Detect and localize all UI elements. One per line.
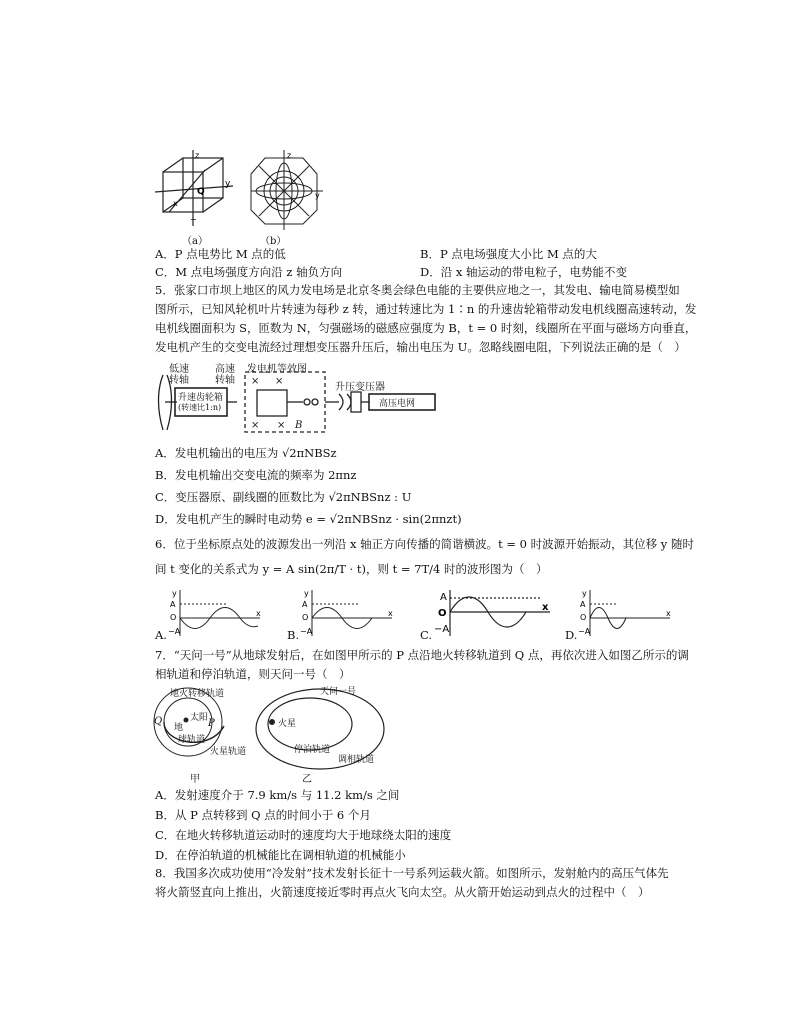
figure-a — [155, 150, 235, 230]
field-mark: × — [251, 376, 260, 387]
svg-text:y: y — [315, 191, 320, 200]
svg-text:O: O — [302, 613, 309, 622]
svg-text:Q: Q — [197, 187, 205, 197]
svg-text:y: y — [582, 589, 587, 598]
label-parking-orbit: 停泊轨道 — [294, 745, 331, 755]
svg-text:−A: −A — [578, 627, 591, 636]
q7-option-d: D．在停泊轨道的机械能比在调相轨道的机械能小 — [155, 848, 406, 862]
label-gearbox: 升速齿轮箱 — [178, 393, 224, 403]
field-mark: × — [251, 420, 260, 431]
q5-stem-line-2: 图所示，已知风轮机叶片转速为每秒 z 转，通过转速比为 1∶n 的升速齿轮箱带动发电机线圈高速转动，发 — [155, 302, 697, 316]
q6-option-d-label: D. — [565, 628, 578, 642]
q5-stem-line-1: 5．张家口市坝上地区的风力发电场是北京冬奥会绿色电能的主要供应地之一，其发电、输电简易模型如 — [155, 283, 680, 297]
figure-b — [245, 150, 325, 230]
label-shaft-1: 转轴 — [169, 375, 189, 386]
label-b-field: B — [295, 420, 303, 431]
label-transfer-orbit: 地火转移轨道 — [170, 689, 225, 699]
svg-text:−A: −A — [168, 627, 181, 636]
svg-text:O: O — [580, 613, 587, 622]
svg-text:−A: −A — [300, 627, 313, 636]
svg-text:A: A — [302, 600, 308, 609]
svg-text:A: A — [440, 592, 447, 603]
label-earth: 地 — [174, 723, 184, 733]
svg-text:x: x — [173, 199, 178, 208]
label-probe: 天问一号 — [320, 687, 357, 697]
svg-text:x: x — [542, 602, 549, 613]
svg-text:−: − — [190, 215, 197, 224]
q4-option-c: C．M 点电场强度方向沿 z 轴负方向 — [155, 265, 343, 279]
q4-option-a: A．P 点电势比 M 点的低 — [155, 247, 286, 261]
q5-option-b: B．发电机输出交变电流的频率为 2πnz — [155, 468, 357, 482]
q5-option-d: D．发电机产生的瞬时电动势 e = √2πNBSnz · sin(2πnzt) — [155, 512, 462, 526]
generator-diagram — [155, 360, 445, 440]
field-mark: × — [275, 376, 284, 387]
svg-text:y: y — [225, 179, 231, 189]
q4-option-d: D．沿 x 轴运动的带电粒子，电势能不变 — [420, 265, 628, 279]
label-mars: 火星 — [278, 719, 297, 729]
q6-option-c-label: C. — [420, 628, 433, 642]
label-phasing-orbit: 调相轨道 — [338, 755, 375, 765]
q5-option-a: A．发电机输出的电压为 √2πNBSz — [155, 446, 337, 460]
q7-stem-line-2: 相轨道和停泊轨道，则天问一号（ ） — [155, 667, 351, 681]
svg-text:O: O — [438, 608, 447, 619]
label-grid: 高压电网 — [379, 399, 416, 409]
label-low-speed: 低速 — [169, 364, 189, 375]
q8-stem-line-2: 将火箭竖直向上推出，火箭速度接近零时再点火飞向太空。从火箭开始运动到点火的过程中（ ） — [155, 885, 650, 899]
svg-text:x: x — [388, 609, 393, 618]
svg-text:y: y — [172, 589, 177, 598]
svg-text:−A: −A — [434, 624, 450, 635]
label-mars-orbit: 火星轨道 — [210, 747, 247, 757]
label-generator-equiv: 发电机等效图 — [247, 364, 307, 375]
figure-a-caption: （a） — [182, 236, 208, 247]
q5-option-c: C．变压器原、副线圈的匝数比为 √2πNBSnz : U — [155, 490, 412, 504]
label-q: Q — [154, 716, 163, 727]
label-ratio: (转速比1:n) — [178, 403, 222, 412]
field-mark: × — [277, 420, 286, 431]
svg-text:x: x — [666, 609, 671, 618]
q6-waveform-b — [300, 588, 395, 638]
figure-jia-caption: 甲 — [190, 774, 200, 785]
figure-yi-caption: 乙 — [302, 774, 312, 785]
label-transformer: 升压变压器 — [335, 382, 385, 393]
q6-option-a-label: A. — [155, 628, 167, 642]
svg-text:O: O — [170, 613, 177, 622]
label-earth-orbit: 球轨道 — [178, 735, 206, 745]
label-p: P — [208, 718, 215, 729]
q7-option-a: A．发射速度介于 7.9 km/s 与 11.2 km/s 之间 — [155, 788, 400, 802]
q7-option-c: C．在地火转移轨道运动时的速度均大于地球绕太阳的速度 — [155, 828, 452, 842]
label-sun: 太阳 — [190, 713, 209, 723]
svg-text:y: y — [304, 589, 309, 598]
q7-stem-line-1: 7．“天问一号”从地球发射后，在如图甲所示的 P 点沿地火转移轨道到 Q 点，再依次进入如图乙所示的调 — [155, 648, 689, 662]
q6-stem-line-2: 间 t 变化的关系式为 y = A sin(2π/T · t)，则 t = 7T/4 时的波形图为（ ） — [155, 562, 548, 576]
q6-waveform-c — [432, 588, 552, 638]
q8-stem-line-1: 8．我国多次成功使用“冷发射”技术发射长征十一号系列运载火箭。如图所示，发射舱内的高压气体先 — [155, 866, 669, 880]
figure-jia — [150, 684, 250, 784]
q6-waveform-d — [578, 588, 673, 638]
label-shaft-2: 转轴 — [215, 375, 235, 386]
q7-option-b: B．从 P 点转移到 Q 点的时间小于 6 个月 — [155, 808, 371, 822]
q6-waveform-a — [168, 588, 263, 638]
q5-stem-line-3: 电机线圈面积为 S，匝数为 N，匀强磁场的磁感应强度为 B，t = 0 时刻，线圈所在平面与磁场方向垂直， — [155, 321, 697, 335]
label-high-speed: 高速 — [215, 364, 235, 375]
q6-stem-line-1: 6．位于坐标原点处的波源发出一列沿 x 轴正方向传播的简谐横波。t = 0 时波源开始振动，其位移 y 随时 — [155, 537, 694, 551]
figure-b-caption: （b） — [260, 236, 287, 247]
q6-option-b-label: B. — [287, 628, 300, 642]
svg-text:A: A — [170, 600, 176, 609]
svg-text:z: z — [287, 151, 292, 160]
q4-option-b: B．P 点电场强度大小比 M 点的大 — [420, 247, 597, 261]
svg-text:A: A — [580, 600, 586, 609]
svg-text:z: z — [195, 151, 200, 160]
svg-text:x: x — [256, 609, 261, 618]
figure-yi — [250, 684, 385, 774]
q5-stem-line-4: 发电机产生的交变电流经过理想变压器升压后，输出电压为 U。忽略线圈电阻，下列说法正确的是（ ） — [155, 340, 686, 354]
